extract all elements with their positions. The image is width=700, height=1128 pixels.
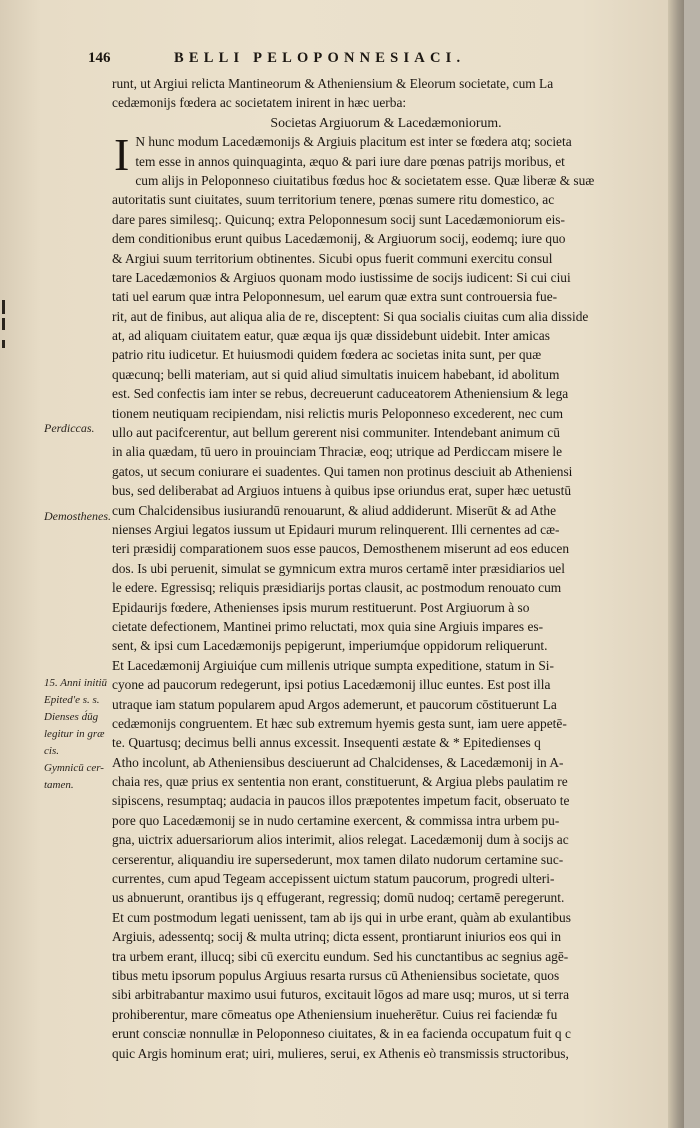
text-line: sipiscens, resumptaq; audacia in paucos illos præpotentes impetum facit, obseruato te	[112, 793, 570, 809]
margin-note-line: Dienses d́ūg	[44, 711, 99, 723]
text-line: currentes, cum apud Tegeam accepissent uictum statum paucorum, progredi ulteri-	[112, 871, 555, 887]
text-line: chaia res, quæ prius ex sententia non erant, constituerunt, & Argiua plebs paulatim re	[112, 774, 568, 790]
text-line: gatos, ut secum coniurare ei suadentes. Qui tamen non protinus desciuit ab Atheniensi	[112, 463, 573, 479]
text-line: autoritatis sunt ciuitates, suum territorium tenere, pœnas sumere ritu domestico, ac	[112, 192, 555, 208]
text-line: Et Lacedæmonij Argiuiq́ue cum millenis utrique sumpta expeditione, statum in Si-	[112, 657, 554, 673]
text-line: cedæmonijs fœdera ac societatem inirent in hæc uerba:	[112, 95, 407, 111]
text-line: nienses Argiui legatos iussum ut Epidauri murum relinquerent. Illi cernentes ad cæ-	[112, 521, 560, 537]
edge-mark	[2, 300, 5, 314]
text-line: tra urbem erant, illucq; sibi cū exercitu eundum. Sed his cunctantibus ac segnius agē-	[112, 948, 569, 964]
body-text	[112, 74, 660, 1063]
text-line: Argiuis, adessentq; socij & multa utrinq; dicta essent, prontiarunt iniurios eos qui in	[112, 929, 562, 945]
text-line: dare pares similesq;. Quicunq; extra Peloponnesum socij sunt Lacedæmoniorum eis-	[112, 211, 565, 227]
text-line: Epidaurijs fœdere, Athenienses ipsis murum restituerunt. Post Argiuorum à so	[112, 599, 530, 615]
text-line: cum Chalcidensibus iusiurandū renouarunt, & aliud addiderunt. Miserūt & ad Athe	[112, 502, 557, 518]
dropcap-lines	[112, 132, 660, 171]
text-line: dem conditionibus erunt quibus Lacedæmonij, & Argiuorum socij, eodemq; iure quo	[112, 231, 566, 247]
margin-note-demosthenes: Demosthenes.	[44, 509, 111, 523]
text-line: ullo aut pacifcerentur, aut bellum gererent nisi communiter. Intendebant animum cū	[112, 425, 560, 441]
paragraph-lines	[112, 171, 660, 1063]
text-line: tati uel earum quæ intra Peloponnesum, uel earum quæ extra sunt controuersia fue-	[112, 289, 558, 305]
running-head: BELLI PELOPONNESIACI.	[174, 50, 466, 66]
edge-mark	[2, 340, 5, 348]
text-line: quæcunq; belli materiam, aut si quid aliud simultatis inuicem habebant, id abolitum	[112, 366, 560, 382]
text-line: tem esse in annos quinquaginta, æquo & pari iure dare pœnas patrijs moribus, et	[135, 153, 565, 169]
edge-mark	[2, 318, 5, 330]
text-line: N hunc modum Lacedæmonijs & Argiuis placitum est inter se fœdera atq; societa	[135, 134, 572, 150]
text-line: cum alijs in Peloponneso ciuitatibus fœdus hoc & societatem esse. Quæ liberæ & suæ	[135, 172, 595, 188]
text-line: gna, uictrix aduersariorum alios interimit, alios relegat. Lacedæmonij dum à socijs ac	[112, 832, 569, 848]
text-line: te. Quartusq; decimus belli annus excessit. Insequenti æstate & * Epitedienses q	[112, 735, 541, 751]
text-line: prohiberentur, mare cōmeatus ope Atheniensium inueherētur. Cuius rei faciendæ fu	[112, 1006, 558, 1022]
text-line: dos. Is ubi peruenit, simulat se gymnicum extra muros certamē inter præsidiarios uel	[112, 560, 565, 576]
text-line: cedæmonijs congruentem. Et hæc sub extremum hyemis gesta sunt, iam uere appetē-	[112, 715, 567, 731]
text-line: est. Sed confectis iam inter se rebus, decreuerunt caduceatorem Atheniensium & lega	[112, 386, 569, 402]
text-line: in alia quædam, tū uero in prouinciam Thraciæ, eoq; utrique ad Perdiccam misere le	[112, 444, 563, 460]
margin-note-line: cis.	[44, 745, 59, 757]
margin-note-line: Epited'e s. s.	[44, 694, 100, 706]
text-line: bus, sed deliberabat ad Argiuos intuens à quibus ipse oriundus erat, super hæc uetustū	[112, 483, 572, 499]
margin-note-line: Gymnicū cer-	[44, 762, 104, 774]
margin-note-line: 15. Anni initiū	[44, 677, 108, 689]
margin-note-block	[44, 675, 112, 794]
text-line: tibus metu ipsorum populus Argiuus resarta rursus cū Atheniensibus societate, quos	[112, 967, 560, 983]
text-line: cyone ad paucorum redegerunt, ipsi potius Lacedæmonij illuc euntes. Est post illa	[112, 677, 551, 693]
text-line: utraque iam statum popularem apud Argos ademerunt, et paucorum cōstituerunt La	[112, 696, 557, 712]
page-gutter	[668, 0, 684, 1128]
text-line: at, ad aliquam ciuitatem eatur, quæ æqua ijs quæ dissidebunt uidebit. Inter amicas	[112, 328, 550, 344]
text-line: patrio ritu iudicetur. Et huiusmodi quidem fœdera ac societas inita sunt, per quæ	[112, 347, 542, 363]
text-line: us abnuerunt, orantibus ijs q effugerant, regressiq; domū nudoq; certamē peregerunt.	[112, 890, 565, 906]
margin-note-line: legitur in græ	[44, 728, 105, 740]
text-line: tionem neutiquam recipiendam, nisi relictis muris Peloponneso excederent, nec cum	[112, 405, 564, 421]
text-line: Atho incolunt, ab Atheniensibus desciuerunt ad Chalcidenses, & Lacedæmonij in A-	[112, 754, 564, 770]
text-line: pore quo Lacedæmonij se in nudo certamine exercent, & commissa intra urbem pu-	[112, 812, 560, 828]
text-line: teri præsidij comparationem suos esse paucos, Demosthenem miserunt ad eos educen	[112, 541, 570, 557]
text-line: quic Argis hominum erat; uiri, mulieres, serui, ex Athenis eò transmissis structoribus,	[112, 1045, 569, 1061]
page-header	[88, 50, 648, 74]
text-line: le edere. Egressisq; reliquis præsidiarijs portas clausit, ac postmodum renouato cum	[112, 580, 562, 596]
text-line: tare Lacedæmonios & Argiuos quonam modo iustissime de socijs iudicent: Si cui ciui	[112, 269, 571, 285]
text-line: Et cum postmodum legati uenissent, tam ab ijs qui in urbe erant, quàm ab exulantibus	[112, 909, 571, 925]
text-line: cietate defectionem, Mantinei primo reluctati, mox quia sine Argiuis impares es-	[112, 618, 544, 634]
margin-note-line: tamen.	[44, 779, 74, 791]
dropcap-letter: I	[114, 129, 130, 181]
section-title: Societas Argiuorum & Lacedæmoniorum.	[270, 114, 502, 130]
text-line: cerserentur, aliquandiu ire supersederunt, mox tamen dilato nudorum certamine suc-	[112, 851, 564, 867]
opening-lines	[112, 74, 660, 113]
text-line: sibi arbitrabantur maximo usui futuros, excitauit lōgos ad mare usq; muros, ut si terra	[112, 987, 570, 1003]
text-line: & Argiui suum territorium obtinentes. Sicubi opus fuerit communi exercitu consul	[112, 250, 553, 266]
text-line: rit, aut de finibus, aut aliqua alia de re, disceptent: Si qua socialis ciuitas cum alia disside	[112, 308, 589, 324]
margin-note-perdiccas: Perdiccas.	[44, 421, 95, 435]
text-line: sent, & ipsi cum Lacedæmonijs pepigerunt, imperiumq́ue oppidorum reliquerunt.	[112, 638, 548, 654]
page-number: 146	[88, 50, 111, 66]
text-line: erunt consciæ nonnullæ in Peloponneso ciuitates, & in ea facienda occupatum fuit q c	[112, 1026, 571, 1042]
text-line: runt, ut Argiui relicta Mantineorum & Atheniensium & Eleorum societate, cum La	[112, 76, 554, 91]
